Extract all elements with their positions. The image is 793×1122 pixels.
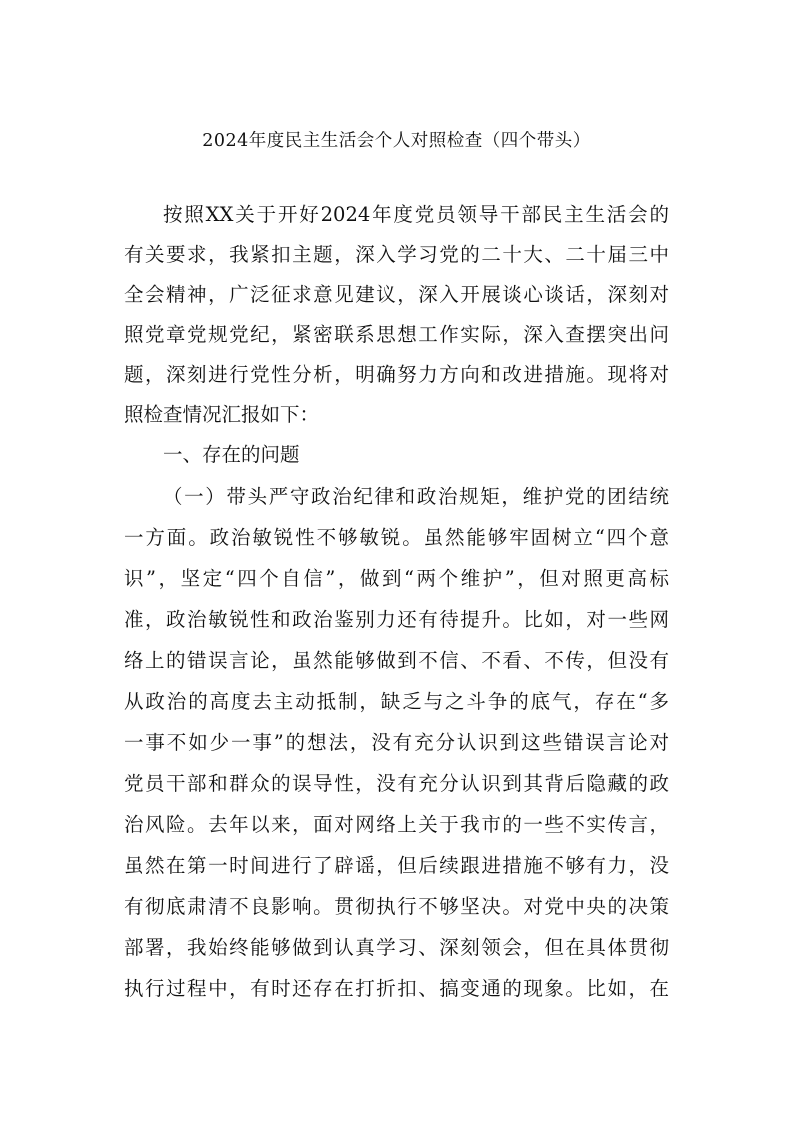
paragraph-line: 按照XX关于开好2024年度党员领导干部民主生活会的	[163, 203, 669, 226]
paragraph-line: 有关要求，我紧扣主题，深入学习党的二十大、二十届三中	[124, 243, 669, 266]
paragraph-line: 一事不如少一事”的想法，没有充分认识到这些错误言论对	[124, 731, 669, 754]
paragraph-line: 照党章党规党纪，紧密联系思想工作实际，深入查摆突出问	[124, 323, 669, 346]
paragraph-line: 党员干部和群众的误导性，没有充分认识到其背后隐藏的政	[124, 772, 669, 795]
paragraph-line: 准，政治敏锐性和政治鉴别力还有待提升。比如，对一些网	[124, 608, 669, 631]
paragraph-line: 从政治的高度去主动抵制，缺乏与之斗争的底气，存在“多	[124, 690, 669, 713]
paragraph-line: 治风险。去年以来，面对网络上关于我市的一些不实传言，	[124, 813, 669, 836]
paragraph-line: 照检查情况汇报如下：	[124, 403, 320, 426]
document-title: 2024年度民主生活会个人对照检查（四个带头）	[202, 131, 591, 151]
paragraph-line: 识”，坚定“四个自信”，做到“两个维护”，但对照更高标	[124, 567, 669, 590]
paragraph-line: 执行过程中，有时还存在打折扣、搞变通的现象。比如，在	[124, 977, 669, 1000]
paragraph-line: 题，深刻进行党性分析，明确努力方向和改进措施。现将对	[124, 363, 669, 386]
paragraph-line: （一）带头严守政治纪律和政治规矩，维护党的团结统	[163, 485, 669, 508]
paragraph-line: 虽然在第一时间进行了辟谣，但后续跟进措施不够有力，没	[124, 854, 669, 877]
paragraph-line: 一方面。政治敏锐性不够敏锐。虽然能够牢固树立“四个意	[124, 526, 669, 549]
paragraph-line: 有彻底肃清不良影响。贯彻执行不够坚决。对党中央的决策	[124, 895, 669, 918]
paragraph-line: 络上的错误言论，虽然能够做到不信、不看、不传，但没有	[124, 649, 669, 672]
paragraph-line: 部署，我始终能够做到认真学习、深刻领会，但在具体贯彻	[124, 936, 669, 959]
paragraph-line: 全会精神，广泛征求意见建议，深入开展谈心谈话，深刻对	[124, 283, 669, 306]
section-heading: 一、存在的问题	[163, 443, 300, 466]
